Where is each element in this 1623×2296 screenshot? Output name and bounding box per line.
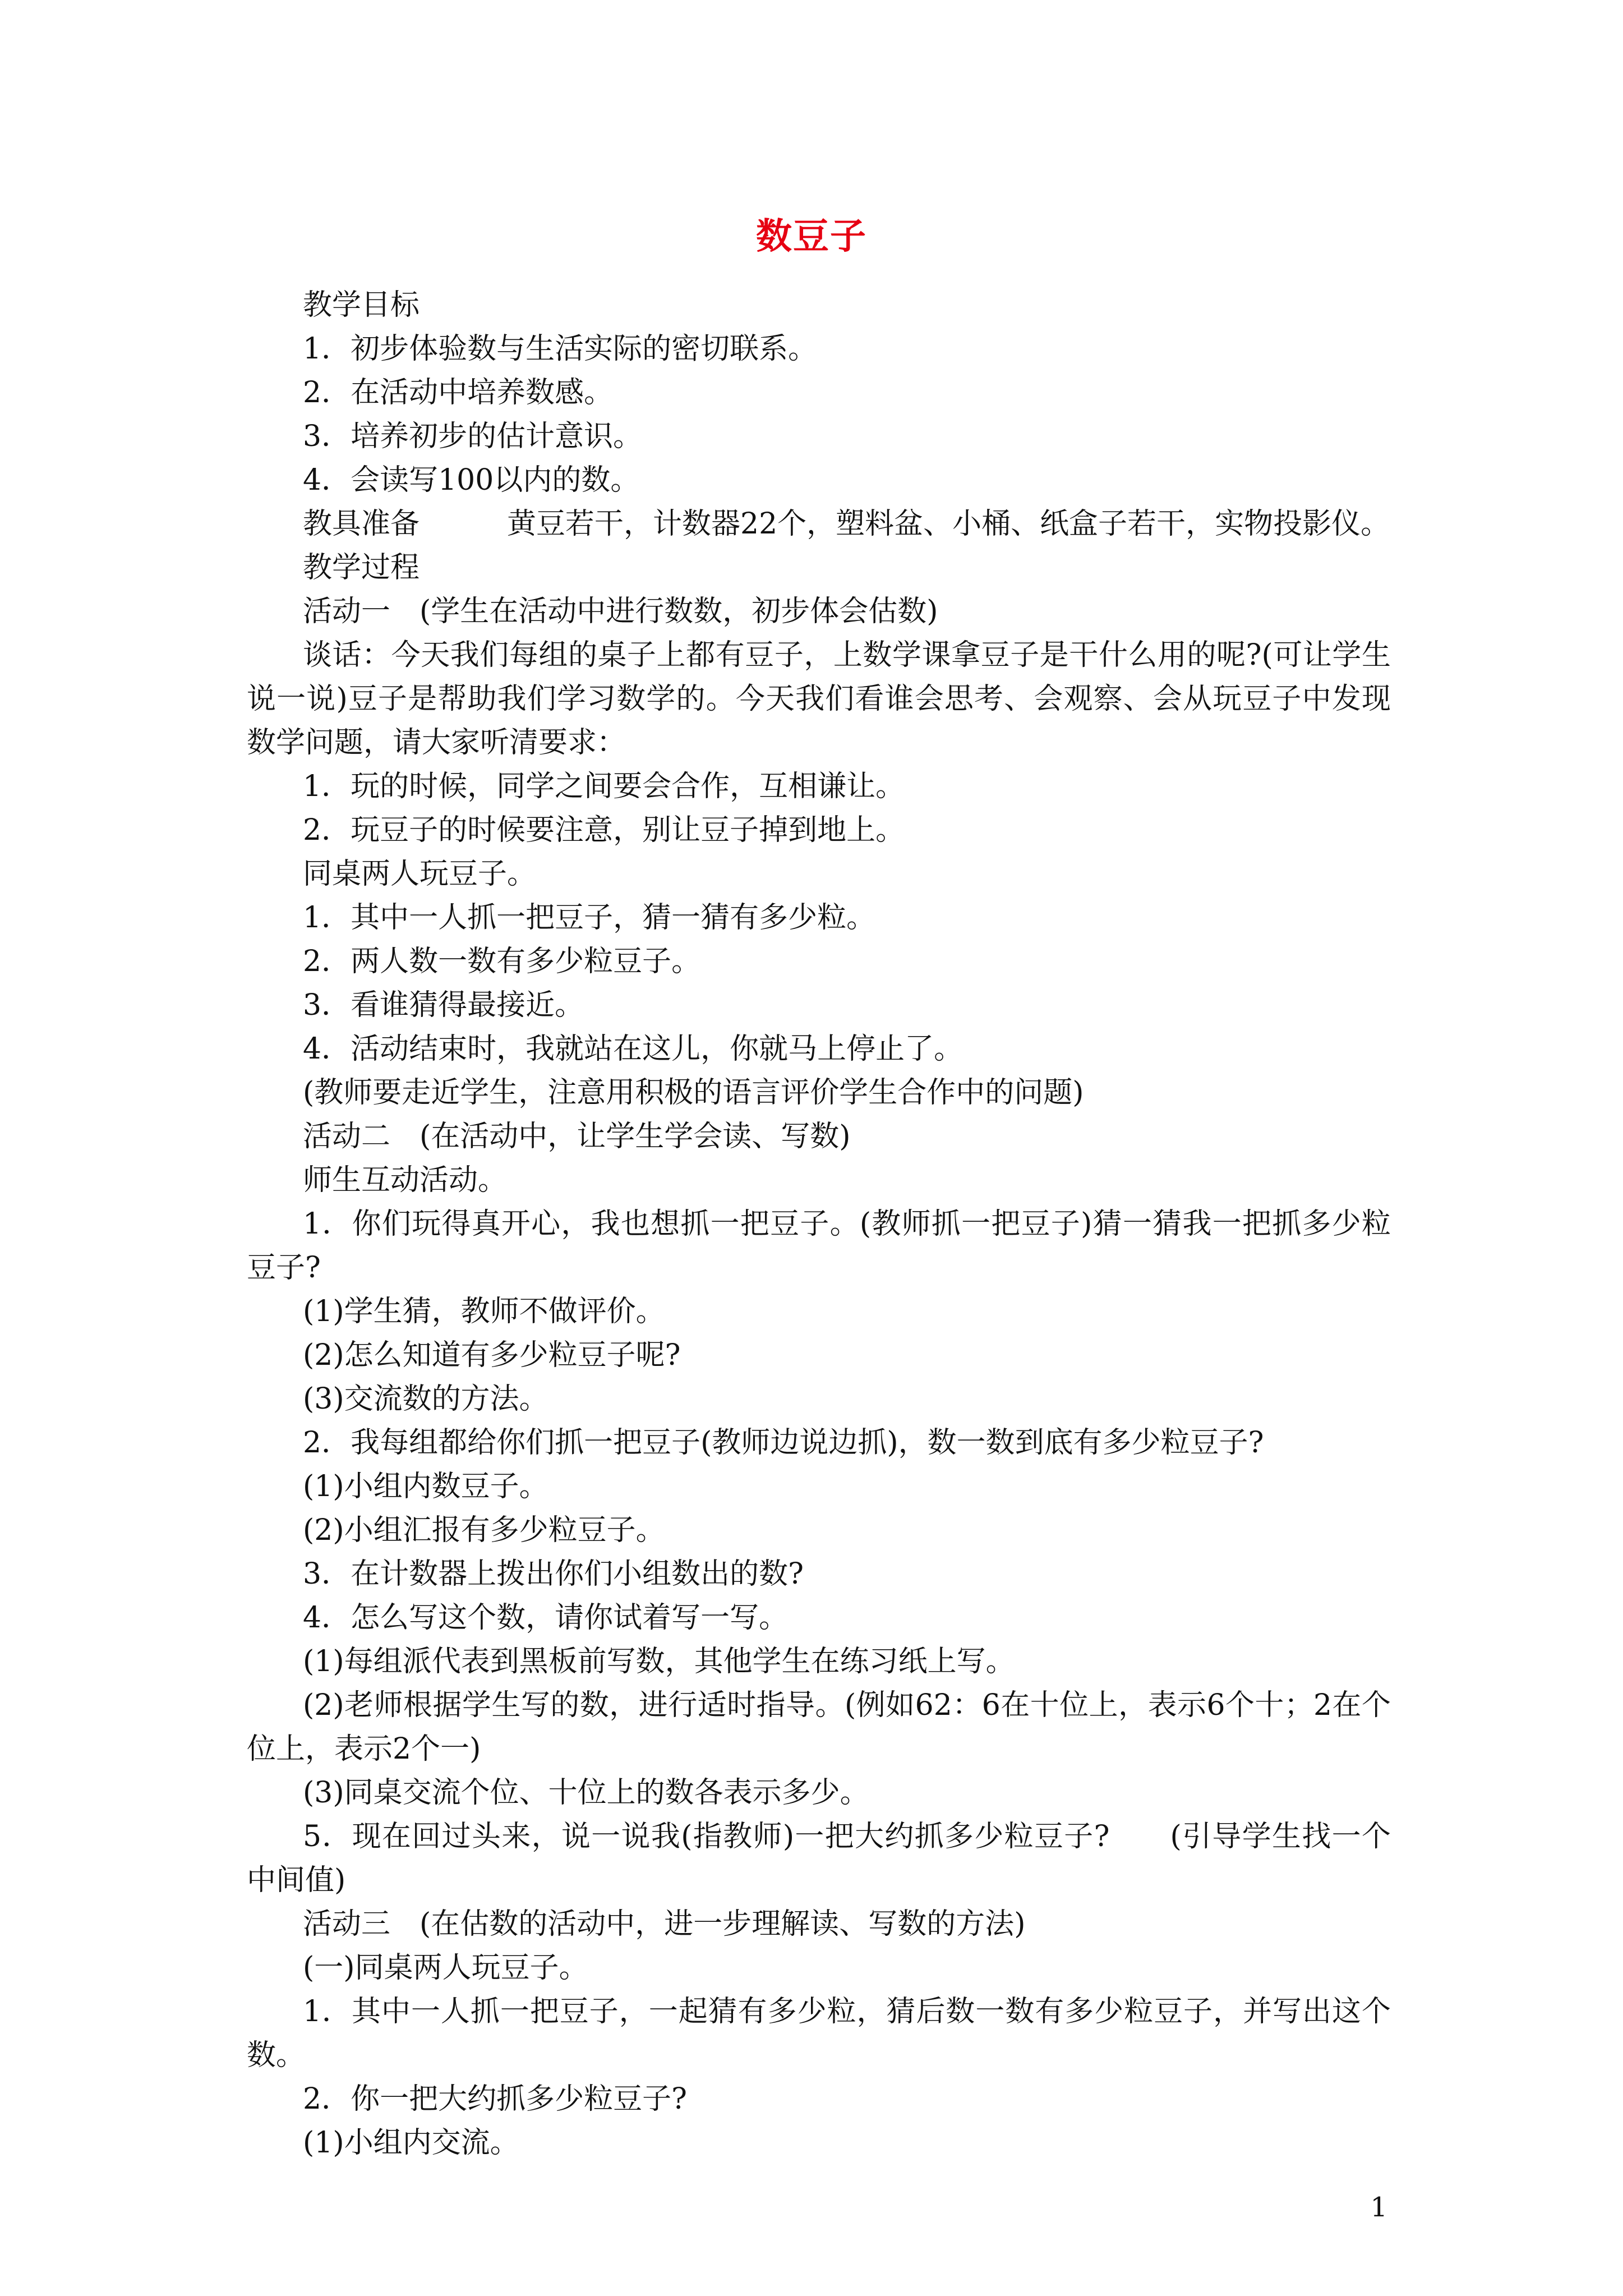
paragraph: 师生互动活动。 <box>303 1163 508 1197</box>
paragraph: 3．在计数器上拨出你们小组数出的数? <box>303 1557 804 1591</box>
paragraph: 2．两人数一数有多少粒豆子。 <box>303 945 701 978</box>
document-body <box>247 283 1391 2165</box>
paragraph: 1．你们玩得真开心，我也想抓一把豆子。(教师抓一把豆子)猜一猜我一把抓多少粒豆子? <box>247 1207 1391 1285</box>
paragraph: 同桌两人玩豆子。 <box>303 857 537 891</box>
paragraph: 谈话：今天我们每组的桌子上都有豆子，上数学课拿豆子是干什么用的呢?(可让学生说一说)豆子是帮助我们学习数学的。今天我们看谁会思考、会观察、会从玩豆子中发现数学问题，请大家听清要求： <box>247 638 1391 760</box>
paragraph: 3．看谁猜得最接近。 <box>303 988 584 1022</box>
paragraph: (3)同桌交流个位、十位上的数各表示多少。 <box>303 1776 869 1810</box>
paragraph: 教学目标 <box>303 288 420 322</box>
paragraph: 1．其中一人抓一把豆子，猜一猜有多少粒。 <box>303 901 876 935</box>
paragraph: (3)交流数的方法。 <box>303 1382 548 1416</box>
paragraph: 2．玩豆子的时候要注意，别让豆子掉到地上。 <box>303 813 905 847</box>
paragraph: 2．在活动中培养数感。 <box>303 376 614 409</box>
paragraph: (1)每组派代表到黑板前写数，其他学生在练习纸上写。 <box>303 1645 1015 1678</box>
page-number: 1 <box>1370 2192 1387 2223</box>
paragraph: 活动一 (学生在活动中进行数数，初步体会估数) <box>303 595 938 628</box>
paragraph: (1)小组内交流。 <box>303 2126 519 2160</box>
paragraph: (2)怎么知道有多少粒豆子呢? <box>303 1338 681 1372</box>
paragraph: 2．我每组都给你们抓一把豆子(教师边说边抓)，数一数到底有多少粒豆子? <box>303 1426 1264 1460</box>
paragraph: (2)老师根据学生写的数，进行适时指导。(例如62：6在十位上，表示6个十；2在个位上，表示2个一) <box>247 1688 1391 1766</box>
paragraph: (2)小组汇报有多少粒豆子。 <box>303 1513 665 1547</box>
paragraph: 活动三 (在估数的活动中，进一步理解读、写数的方法) <box>303 1907 1026 1941</box>
paragraph: 4．会读写100以内的数。 <box>303 463 640 497</box>
document-title: 数豆子 <box>756 215 867 257</box>
paragraph: 5．现在回过头来，说一说我(指教师)一把大约抓多少粒豆子? (引导学生找一个中间值) <box>247 1820 1391 1897</box>
paragraph: 活动二 (在活动中，让学生学会读、写数) <box>303 1120 851 1153</box>
paragraph: (一)同桌两人玩豆子。 <box>303 1951 588 1985</box>
paragraph: 教具准备 黄豆若干，计数器22个，塑料盆、小桶、纸盒子若干，实物投影仪。 <box>303 507 1390 541</box>
paragraph: (教师要走近学生，注意用积极的语言评价学生合作中的问题) <box>303 1076 1084 1110</box>
paragraph: 1．初步体验数与生活实际的密切联系。 <box>303 332 818 366</box>
paragraph: 教学过程 <box>303 551 420 585</box>
paragraph: (1)小组内数豆子。 <box>303 1470 548 1503</box>
paragraph: (1)学生猜，教师不做评价。 <box>303 1295 665 1328</box>
paragraph: 4．怎么写这个数，请你试着写一写。 <box>303 1601 789 1635</box>
paragraph: 2．你一把大约抓多少粒豆子? <box>303 2082 687 2116</box>
paragraph: 1．玩的时候，同学之间要会合作，互相谦让。 <box>303 770 905 803</box>
paragraph: 3．培养初步的估计意识。 <box>303 420 643 453</box>
paragraph: 4．活动结束时，我就站在这儿，你就马上停止了。 <box>303 1032 963 1066</box>
paragraph: 1．其中一人抓一把豆子，一起猜有多少粒，猜后数一数有多少粒豆子，并写出这个数。 <box>247 1995 1391 2072</box>
